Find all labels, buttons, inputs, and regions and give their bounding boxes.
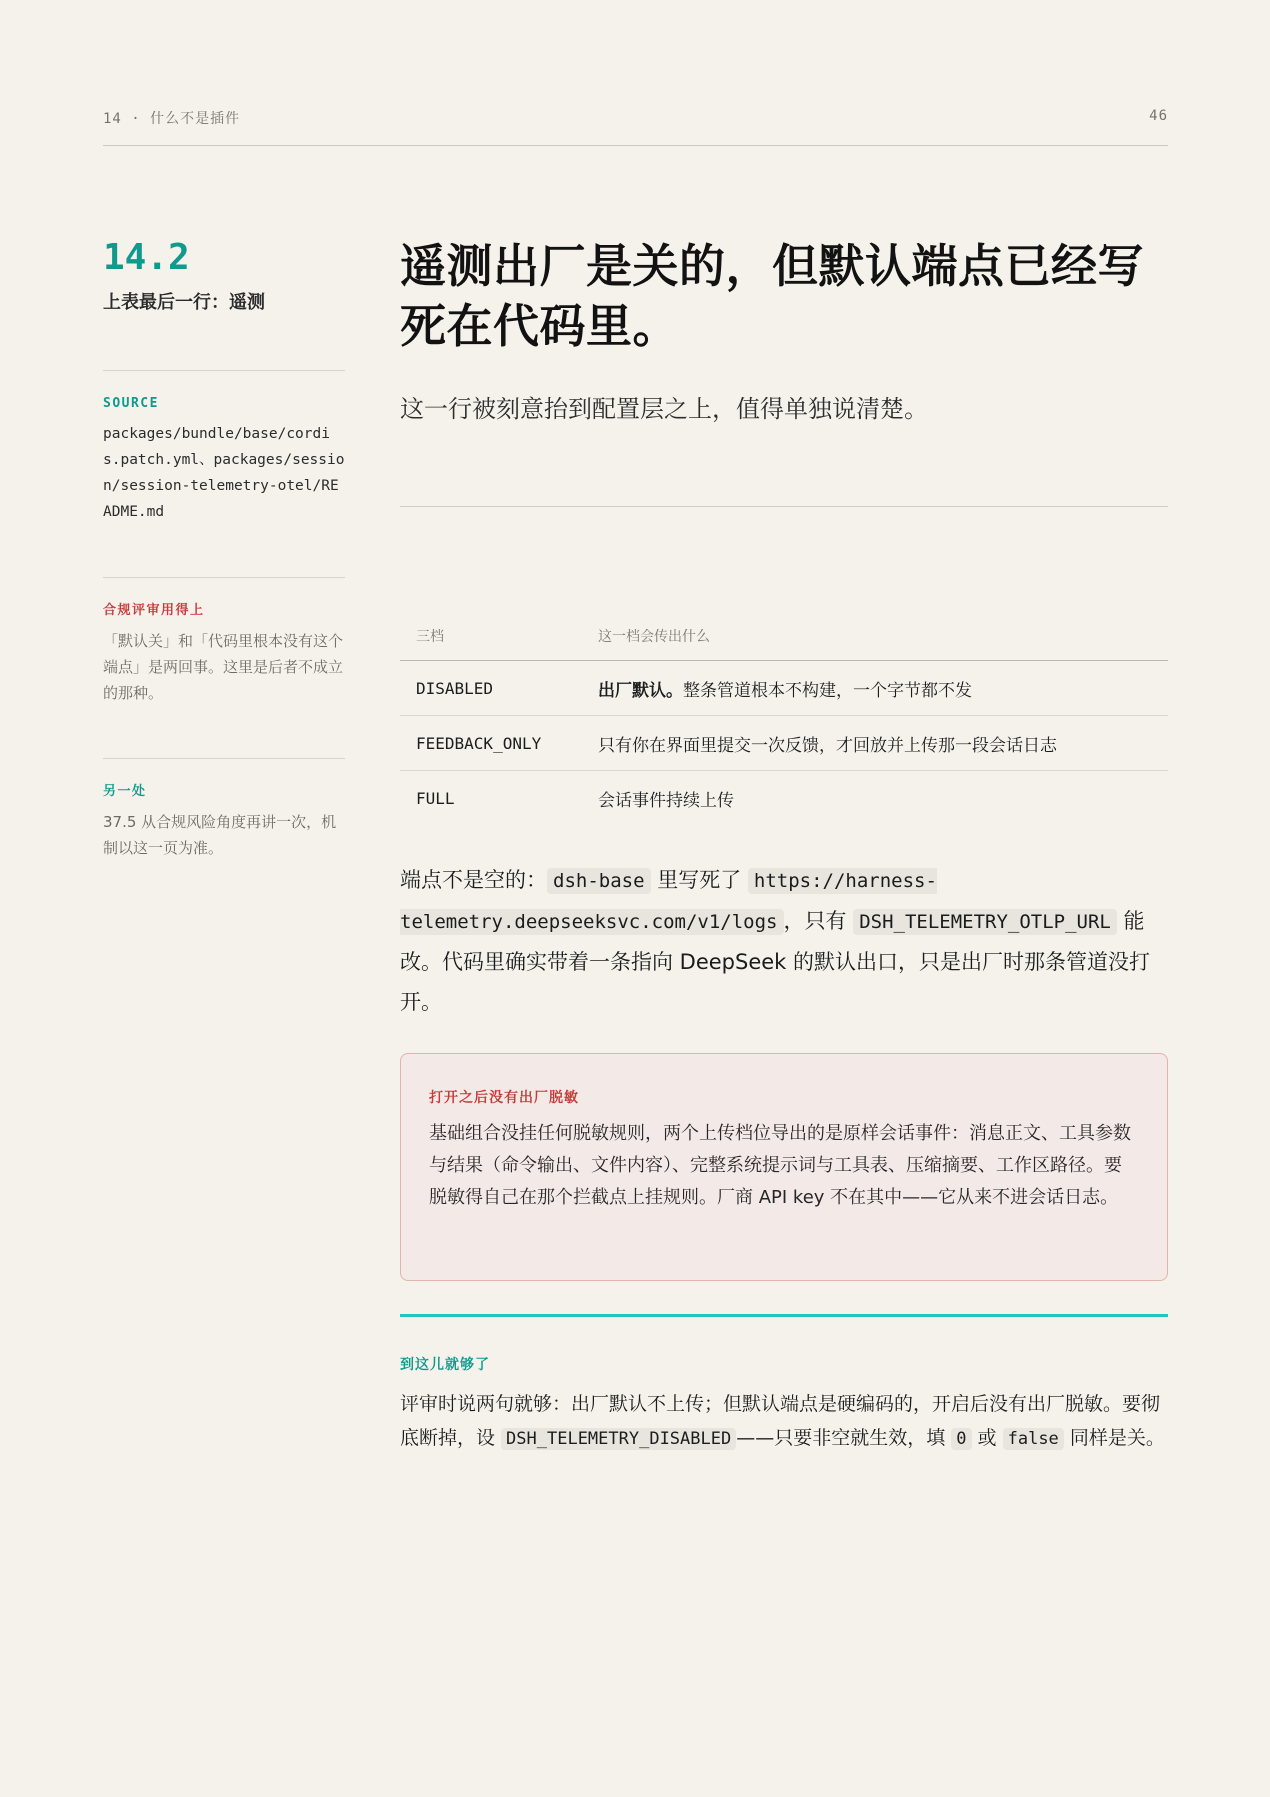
- section-number: 14.2: [103, 237, 190, 278]
- running-head: [103, 104, 1168, 146]
- elsewhere-label: 另一处: [103, 784, 147, 799]
- summary-block: [400, 1314, 1168, 1456]
- text-run: 同样是关。: [1063, 1427, 1165, 1449]
- text-run: 端点不是空的：: [400, 868, 547, 892]
- tier-desc-text: 只有你在界面里提交一次反馈，才回放并上传那一段会话日志: [598, 735, 1057, 756]
- compliance-text: 「默认关」和「代码里根本没有这个端点」是两回事。这里是后者不成立的那种。: [103, 632, 344, 702]
- tier-name: FULL: [416, 788, 455, 808]
- code-dsh-base: dsh-base: [547, 868, 651, 894]
- endpoint-paragraph: [400, 860, 1168, 1022]
- headline: 遥测出厂是关的，但默认端点已经写死在代码里。: [400, 239, 1144, 353]
- tier-name: DISABLED: [400, 661, 582, 716]
- code-zero: 0: [951, 1428, 971, 1450]
- callout-text: 基础组合没挂任何脱敏规则，两个上传档位导出的是原样会话事件：消息正文、工具参数与结果（命令输出、文件内容）、完整系统提示词与工具表、压缩摘要、工作区路径。要脱敏得自己在那个拦截点上挂规则。厂商 API key 不在其中——它从来不进会话日志。: [429, 1123, 1131, 1208]
- code-false: false: [1003, 1428, 1064, 1450]
- source-label: SOURCE: [103, 396, 159, 411]
- text-run: ，只有: [783, 909, 854, 933]
- text-run: ——只要非空就生效，填: [736, 1427, 952, 1449]
- code-disabled-env: DSH_TELEMETRY_DISABLED: [501, 1428, 736, 1450]
- callout-label: 打开之后没有出厂脱敏: [429, 1090, 579, 1106]
- section-title: 上表最后一行：遥测: [103, 292, 265, 313]
- deck: 这一行被刻意抬到配置层之上，值得单独说清楚。: [400, 395, 928, 423]
- chapter-label: 14 · 什么不是插件: [103, 111, 241, 127]
- table-row: [400, 716, 1168, 771]
- tier-desc-text: 会话事件持续上传: [598, 790, 734, 811]
- table-row: [400, 771, 1168, 826]
- tier-emphasis: 出厂默认。: [598, 680, 683, 701]
- elsewhere-note: [103, 758, 345, 861]
- table-header-row: [400, 618, 1168, 661]
- divider: [400, 506, 1168, 507]
- tier-description: [582, 661, 1168, 716]
- tier-description: [582, 716, 1168, 771]
- text-run: 或: [971, 1427, 1003, 1449]
- summary-text: [400, 1387, 1168, 1456]
- column-header: 这一档会传出什么: [582, 618, 1168, 661]
- tier-name: FEEDBACK_ONLY: [400, 716, 582, 771]
- code-endpoint-url: https://harness-telemetry.deepseeksvc.com/v1/logs: [400, 870, 937, 933]
- column-header: 三档: [400, 618, 582, 661]
- code-otlp-url-env: DSH_TELEMETRY_OTLP_URL: [853, 909, 1117, 935]
- table-row: [400, 661, 1168, 716]
- source-block: [103, 370, 345, 525]
- text-run: 里写死了: [650, 868, 748, 892]
- page-number: 46: [1149, 108, 1168, 124]
- main-header: [400, 236, 1168, 426]
- telemetry-tiers-table: [400, 618, 1168, 826]
- source-paths: packages/bundle/base/cordis.patch.yml、packages/session/session-telemetry-otel/README.md: [103, 426, 345, 520]
- summary-label: 到这儿就够了: [400, 1357, 490, 1373]
- tier-desc-text: 整条管道根本不构建，一个字节都不发: [683, 680, 972, 701]
- text-run: 能改。代码里确实带着一条指向 DeepSeek 的默认出口，只是出厂时那条管道没打开。: [400, 909, 1151, 1014]
- sidebar: [103, 236, 345, 857]
- compliance-label: 合规评审用得上: [103, 603, 205, 618]
- text-run: 评审时说两句就够：出厂默认不上传；但默认端点是硬编码的，开启后没有出厂脱敏。要彻底断掉，设: [400, 1393, 1161, 1449]
- tier-description: [582, 771, 1168, 826]
- elsewhere-text: 37.5 从合规风险角度再讲一次，机制以这一页为准。: [103, 813, 337, 857]
- warning-callout: [400, 1053, 1168, 1281]
- compliance-note: [103, 577, 345, 706]
